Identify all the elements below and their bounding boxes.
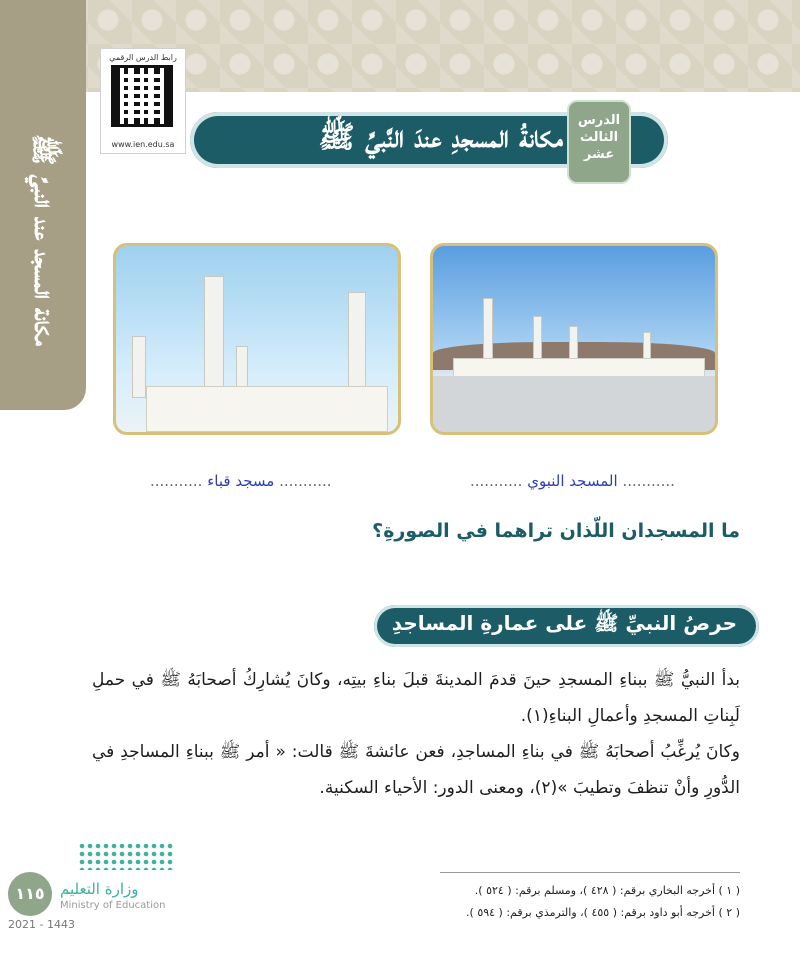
edition-year: 2021 - 1443 (8, 918, 75, 931)
paragraph-1: بدأ النبيُّ ﷺ ببناءِ المسجدِ حينَ قدمَ المدينةَ قبلَ بناءِ بيتِه، وكانَ يُشارِكُ أصحابَهُ ﷺ في حملِ لَبِناتِ المسجدِ وأعمالِ البناءِ(١). (92, 670, 740, 726)
qr-code-icon[interactable] (111, 65, 173, 127)
caption-nabawi: المسجد النبوي (527, 472, 618, 490)
page-number: ١١٥ (8, 872, 52, 916)
minaret-icon (132, 336, 146, 398)
courtyard (433, 376, 715, 432)
lesson-badge-line2: الثالث (579, 130, 619, 145)
footnotes (440, 880, 740, 924)
side-band (0, 0, 86, 410)
lesson-badge (567, 100, 631, 184)
ministry-name-ar: وزارة التعليم (60, 880, 139, 898)
footnote-1: ( ١ ) أخرجه البخاري برقم: ( ٤٢٨ )، ومسلم برقم: ( ٥٢٤ ). (474, 884, 740, 897)
qr-card[interactable] (100, 48, 186, 154)
side-title: مكانة المسجد عند النبيِّ ﷺ (28, 134, 58, 346)
caption-dots: ........... (150, 472, 203, 490)
quba-mosque-photo (113, 243, 401, 435)
caption-dots: ........... (279, 472, 332, 490)
ministry-logo-icon (78, 842, 174, 870)
caption-dots: ........... (470, 472, 523, 490)
mosque-building (146, 386, 388, 432)
section-title: حرصُ النبيِّ ﷺ على عمارةِ المساجدِ (391, 611, 737, 635)
paragraph-2: وكانَ يُرغِّبُ أصحابَهُ ﷺ في بناءِ المساجدِ، فعن عائشةَ ﷺ قالت: « أمر ﷺ ببناءِ المساجدِ في الدُّورِ وأنْ تنظفَ وتطيبَ »(٢)، ومعنى الدور: الأحياء السكنية. (92, 742, 740, 798)
minaret-icon (348, 292, 366, 398)
section-banner (374, 605, 759, 647)
caption-quba: مسجد قباء (207, 472, 275, 490)
qr-url[interactable]: www.ien.edu.sa (111, 140, 175, 149)
footnote-2: ( ٢ ) أخرجه أبو داود برقم: ( ٤٥٥ )، والترمذي برقم: ( ٥٩٤ ). (466, 906, 740, 919)
body-text (92, 662, 740, 806)
ministry-name-en: Ministry of Education (60, 900, 166, 911)
qr-label: رابط الدرس الرقمي (109, 53, 177, 62)
caption-right (470, 472, 675, 490)
prophet-mosque-photo (430, 243, 718, 435)
lesson-title: مكانةُ المسجدِ عندَ النَّبيِّ ﷺ (318, 120, 563, 155)
minaret-icon (204, 276, 224, 398)
lesson-badge-line1: الدرس (577, 113, 621, 128)
footnote-divider (440, 872, 740, 873)
caption-left (150, 472, 332, 490)
lesson-badge-line3: عشر (583, 147, 615, 162)
caption-dots: ........... (622, 472, 675, 490)
question: ما المسجدان اللّذان تراهما في الصورةِ؟ (372, 520, 740, 542)
